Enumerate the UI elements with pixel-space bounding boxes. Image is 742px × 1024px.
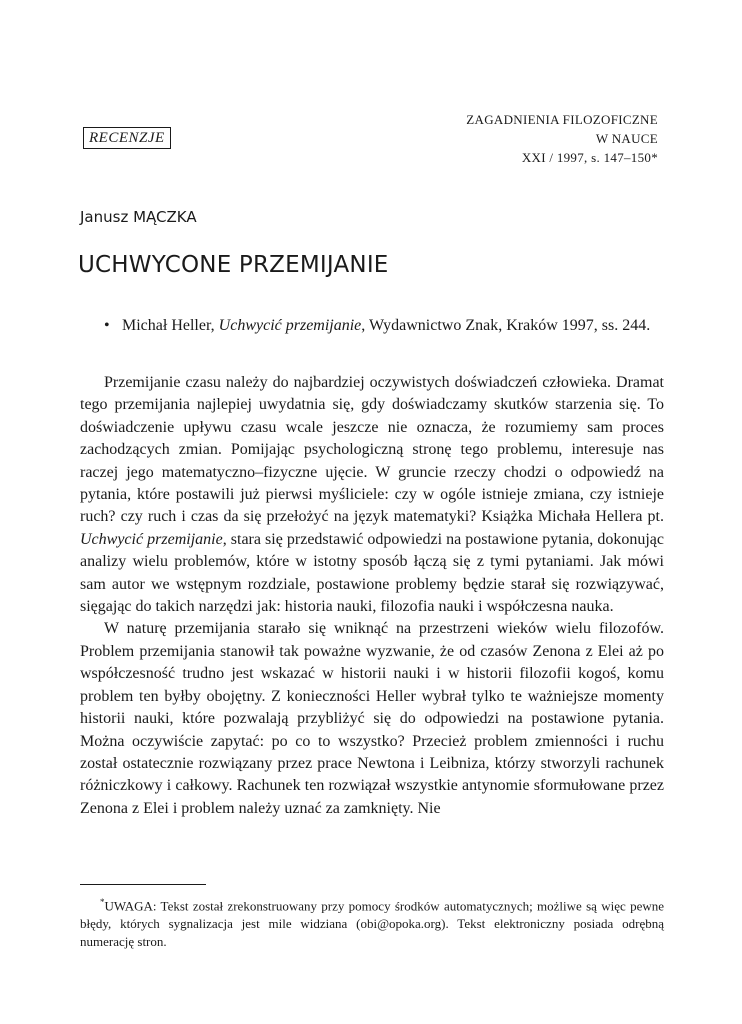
footnote-text: UWAGA: Tekst został zrekonstruowany przy pomocy środków automatycznych; możliwe są więc pewne błędy, których sygnalizacja jest mile widziana (obi@opoka.org). Tekst elektroniczny posiada odrębną numerację stron.	[80, 898, 664, 950]
footnote	[80, 893, 664, 951]
paragraph-1	[80, 372, 664, 618]
bullet-icon: •	[104, 317, 110, 334]
journal-name: ZAGADNIENIA FILOZOFICZNE	[466, 112, 658, 127]
section-label: RECENZJE	[83, 127, 171, 149]
footnote-rule	[80, 884, 206, 885]
journal-header	[466, 110, 658, 167]
bibliography-text	[104, 315, 664, 337]
bib-publisher: , Wydawnictwo Znak, Kraków 1997, ss. 244.	[361, 317, 651, 334]
article-title: UCHWYCONE PRZEMIJANIE	[78, 252, 389, 278]
paragraph-2: W naturę przemijania starało się wniknąć na przestrzeni wieków wielu filozofów. Problem przemijania stanowił tak poważne wyzwanie, że od czasów Zenona z Elei aż po współczesność trudno jest wskazać w historii nauki i w historii filozofii kogoś, komu problem ten byłby obojętny. Z konieczności Heller wybrał tylko te ważniejsze momenty historii nauki, które pozwalają przybliżyć się do odpowiedzi na postawione pytania. Można oczywiście zapytać: po co to wszystko? Przecież problem zmienności i ruchu został ostatecznie rozwiązany przez prace Newtona i Leibniza, którzy stworzyli rachunek różniczkowy i całkowy. Rachunek ten rozwiązał wszystkie antynomie sformułowane przez Zenona z Elei i problem należy uznać za zamknięty. Nie	[80, 620, 664, 817]
author-name: Janusz MĄCZKA	[80, 208, 197, 226]
journal-subtitle: W NAUCE	[595, 131, 658, 146]
paragraph-1-part-1: Przemijanie czasu należy do najbardziej oczywistych doświadczeń człowieka. Dramat tego przemijania najlepiej uwydatnia się, gdy doświadczamy skutków starzenia się. To doświadczenie upływu czasu wcale jeszcze nie oznacza, że rozumiemy sam proces zachodzących zmian. Pomijając psychologiczną stronę tego problemu, interesuje nas raczej jego matematyczno–fizyczne ujęcie. W gruncie rzeczy chodzi o odpowiedź na pytania, które postawili już pierwsi myśliciele: czy w ogóle istnieje zmiana, czy istnieje ruch? czy ruch i czas da się przełożyć na język matematyki? Książka Michała Hellera pt.	[80, 374, 664, 526]
paragraph-1-part-2: , stara się przedstawić odpowiedzi na postawione pytania, dokonując analizy wielu problemów, które w istotny sposób łączą się z tymi pytaniami. Jak mówi sam autor we wstępnym rozdziale, postawione problemy będzie starał się rozwiązywać, sięgając do takich narzędzi jak: historia nauki, filozofia nauki i współczesna nauka.	[80, 530, 665, 616]
article-body	[80, 372, 664, 820]
paragraph-1-book-title: Uchwycić przemijanie	[80, 530, 223, 548]
bibliography-entry	[104, 315, 664, 337]
bib-author: Michał Heller,	[122, 317, 219, 334]
journal-issue: XXI / 1997, s. 147–150*	[521, 150, 658, 165]
footnote-mark: *	[100, 897, 105, 907]
bib-book-title: Uchwycić przemijanie	[218, 317, 362, 334]
